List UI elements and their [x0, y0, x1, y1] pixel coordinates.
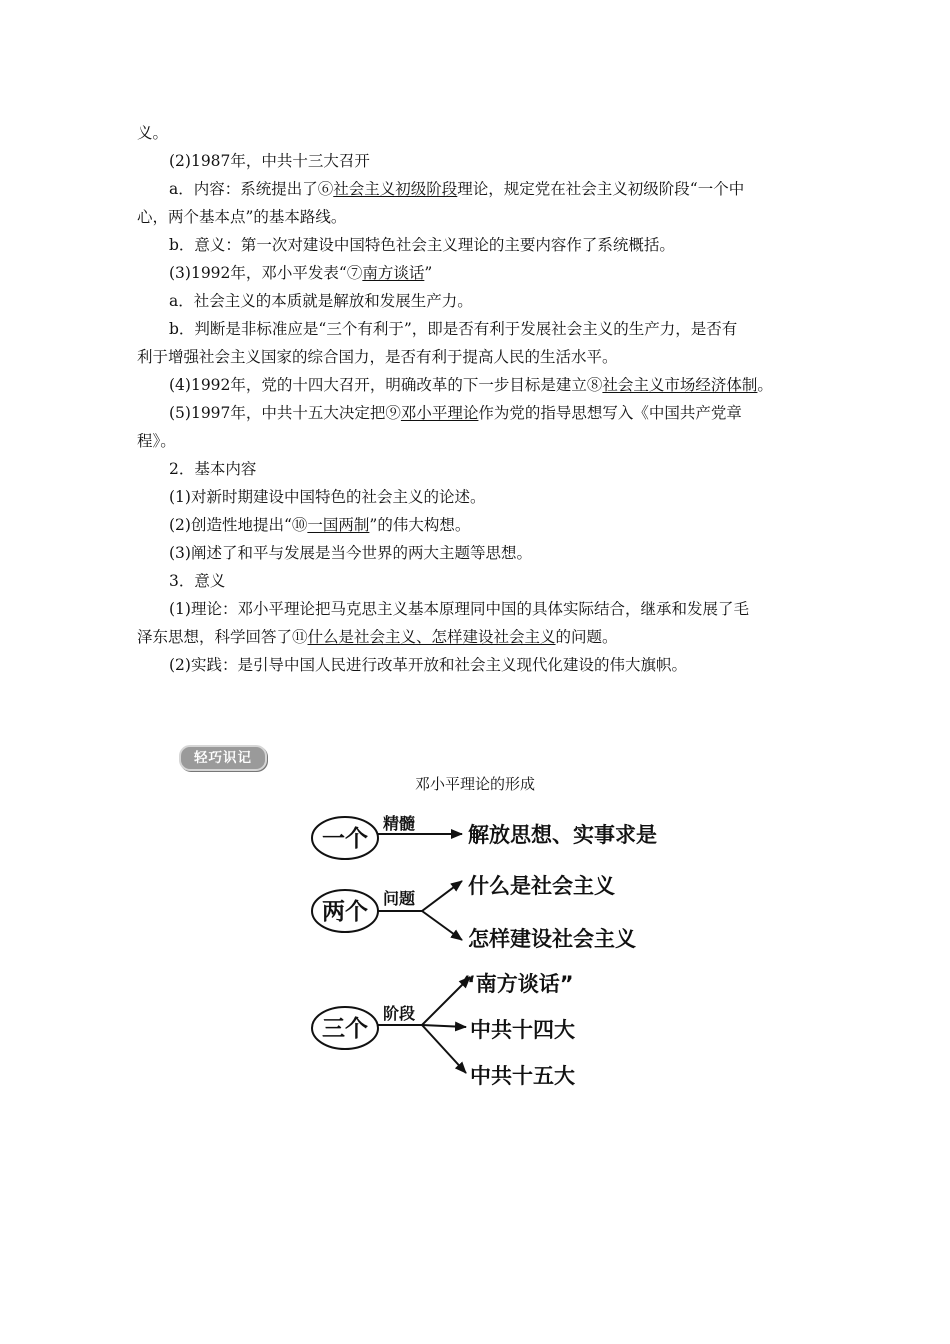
section-heading: 2．基本内容	[169, 460, 257, 478]
answer-underline: 南方谈话	[362, 264, 425, 282]
text-line: (5)1997年，中共十五大决定把⑨邓小平理论作为党的指导思想写入《中国共产党章	[169, 404, 742, 422]
node-label: 两个	[322, 899, 368, 925]
edge-label: 问题	[383, 889, 416, 908]
text-line: (3)阐述了和平与发展是当今世界的两大主题等思想。	[169, 544, 532, 562]
text-line: (3)1992年，邓小平发表“⑦南方谈话”	[169, 264, 433, 282]
text-line: a．社会主义的本质就是解放和发展生产力。	[169, 292, 473, 310]
text-line: (1)理论：邓小平理论把马克思主义基本原理同中国的具体实际结合，继承和发展了毛	[169, 600, 749, 618]
target-label: 解放思想、实事求是	[468, 823, 657, 847]
target-label: 怎样建设社会主义	[468, 927, 636, 951]
answer-underline: 什么是社会主义、怎样建设社会主义	[307, 628, 556, 646]
text-line: (2)创造性地提出“⑩一国两制”的伟大构想。	[169, 516, 471, 534]
arrow-line	[422, 1025, 466, 1027]
text-line: (1)对新时期建设中国特色的社会主义的论述。	[169, 488, 486, 506]
answer-underline: 一国两制	[307, 516, 370, 534]
diagram-title: 邓小平理论的形成	[414, 775, 535, 793]
text-line: 利于增强社会主义国家的综合国力，是否有利于提高人民的生活水平。	[137, 348, 618, 366]
text-line: a．内容：系统提出了⑥社会主义初级阶段理论，规定党在社会主义初级阶段“一个中	[169, 180, 745, 198]
answer-underline: 社会主义市场经济体制	[602, 376, 758, 394]
text-line: 义。	[137, 124, 169, 142]
arrow-line	[422, 911, 462, 940]
node-label: 三个	[322, 1016, 368, 1042]
text-line: 泽东思想，科学回答了⑪什么是社会主义、怎样建设社会主义的问题。	[137, 628, 618, 646]
target-label: 中共十五大	[470, 1064, 575, 1088]
answer-underline: 社会主义初级阶段	[333, 180, 458, 198]
target-label: 什么是社会主义	[468, 874, 615, 898]
text-line: 程》。	[137, 432, 176, 450]
arrow-line	[422, 1025, 466, 1073]
edge-label: 精髓	[383, 814, 416, 833]
text-line: (4)1992年，党的十四大召开，明确改革的下一步目标是建立⑧社会主义市场经济体制。	[169, 376, 773, 394]
text-line: (2)实践：是引导中国人民进行改革开放和社会主义现代化建设的伟大旗帜。	[169, 656, 687, 674]
edge-label: 阶段	[383, 1004, 416, 1023]
text-line: b．意义：第一次对建设中国特色社会主义理论的主要内容作了系统概括。	[169, 236, 675, 254]
target-label: 中共十四大	[470, 1018, 575, 1042]
text-line: 心，两个基本点”的基本路线。	[137, 208, 347, 226]
target-label: “南方谈话”	[462, 972, 574, 996]
node-label: 一个	[322, 826, 368, 852]
memory-tip-badge: 轻巧识记	[179, 745, 267, 771]
text-line: (2)1987年，中共十三大召开	[169, 152, 370, 170]
section-heading: 3．意义	[169, 572, 226, 590]
answer-underline: 邓小平理论	[400, 404, 479, 422]
text-line: b．判断是非标准应是“三个有利于”，即是否有利于发展社会主义的生产力，是否有	[169, 320, 738, 338]
